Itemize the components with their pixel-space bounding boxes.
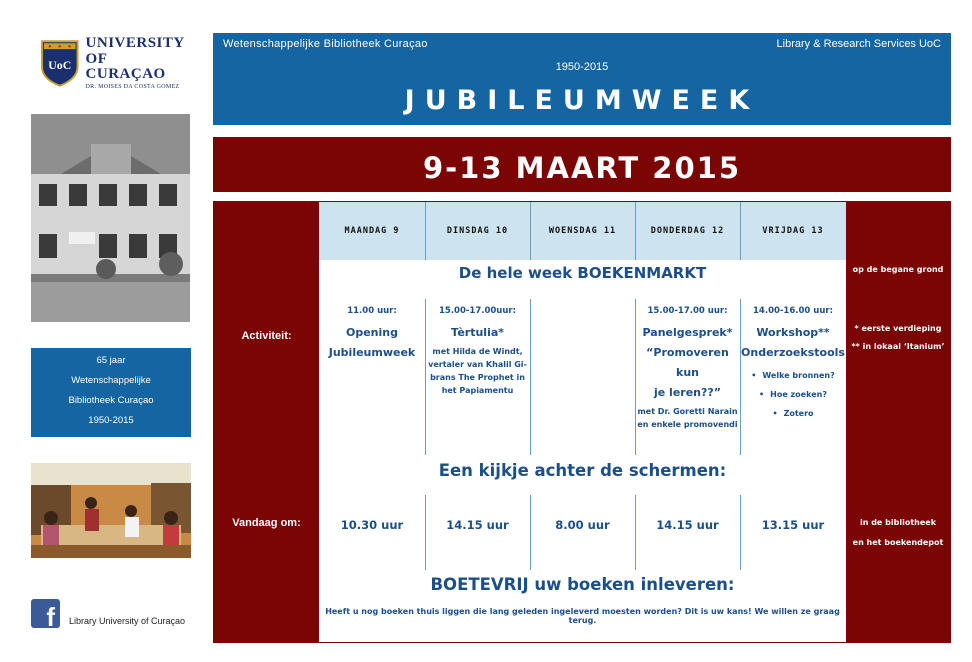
column-divider xyxy=(740,202,741,260)
fine-free-heading: BOETEVRIJ uw boeken inleveren: xyxy=(430,575,735,594)
facebook-label[interactable]: Library University of Curaçao xyxy=(69,615,186,626)
header-banner xyxy=(213,33,951,125)
tour-time-monday: 10.30 uur xyxy=(340,518,404,532)
header-years: 1950-2015 xyxy=(555,61,609,73)
logo-line-3: DR. MOISES DA COSTA GOMEZ xyxy=(85,84,180,90)
activity-title: Panelgesprek* xyxy=(642,326,733,339)
note-first-floor: * eerste verdieping xyxy=(854,324,942,333)
logo-line-1: UNIVERSITY xyxy=(85,35,185,51)
anniversary-line-2: Wetenschappelijke xyxy=(71,375,151,386)
column-divider xyxy=(425,202,426,260)
note-ground-floor: op de begane grond xyxy=(852,265,944,274)
book-market-heading: De hele week BOEKENMARKT xyxy=(458,264,707,282)
column-divider xyxy=(635,202,636,260)
anniversary-box xyxy=(31,348,191,437)
activity-time: 15.00-17.00 uur: xyxy=(647,306,728,316)
page-title: JUBILEUMWEEK xyxy=(404,85,760,116)
activity-tuesday xyxy=(425,306,530,397)
facebook-link[interactable] xyxy=(31,599,186,632)
anniversary-line-4: 1950-2015 xyxy=(88,415,134,426)
logo-initials: UoC xyxy=(48,57,72,72)
facebook-icon[interactable]: f xyxy=(31,599,60,628)
note-library-2: en het boekendepot xyxy=(852,538,944,547)
column-divider xyxy=(530,202,531,260)
tour-time-wednesday: 8.00 uur xyxy=(555,518,610,532)
activity-title: Workshop** xyxy=(756,326,830,339)
activity-time: 14.00-16.00 uur: xyxy=(753,306,833,316)
tour-time-friday: 13.15 uur xyxy=(761,518,825,532)
date-banner xyxy=(213,137,951,192)
header-right-text: Library & Research Services UoC xyxy=(776,38,941,50)
column-divider xyxy=(635,495,636,570)
activity-title: “Promoveren kun xyxy=(646,346,729,379)
event-date: 9-13 MAART 2015 xyxy=(422,151,742,185)
row-label-today: Vandaag om: xyxy=(232,517,301,529)
activity-description: met Hilda de Windt, vertaler van Khalil Gi- brans The Prophet in het Papiamentu xyxy=(428,347,527,395)
tour-time-thursday: 14.15 uur xyxy=(656,518,719,532)
note-floors xyxy=(846,320,950,356)
activity-monday xyxy=(319,306,425,363)
tour-time-tuesday: 14.15 uur xyxy=(446,518,509,532)
note-itanium: ** in lokaal ‘Itanium’ xyxy=(851,342,945,351)
workshop-topics xyxy=(740,366,846,423)
library-building-photo xyxy=(31,114,190,322)
list-item: • Welke bronnen? xyxy=(740,366,846,385)
anniversary-line-1: 65 jaar xyxy=(96,355,126,366)
day-header-tuesday: DINSDAG 10 xyxy=(425,202,530,260)
schedule-table xyxy=(213,201,951,643)
day-header-friday: VRIJDAG 13 xyxy=(740,202,846,260)
activity-title: Onderzoekstools xyxy=(741,346,845,359)
behind-scenes-heading: Een kijkje achter de schermen: xyxy=(438,461,727,480)
activity-title: Tèrtulia* xyxy=(450,326,505,339)
row-label-activities: Activiteit: xyxy=(241,330,292,342)
column-divider xyxy=(425,495,426,570)
university-shield-icon xyxy=(40,39,80,87)
header-left-text: Wetenschappelijke Bibliotheek Curaçao xyxy=(223,38,428,50)
university-logo xyxy=(40,35,190,90)
activity-description: met Dr. Goretti Narain en enkele promovendi xyxy=(637,407,738,429)
anniversary-line-3: Bibliotheek Curaçao xyxy=(68,395,154,406)
note-library xyxy=(846,513,950,553)
activity-thursday xyxy=(635,306,740,431)
day-header-monday: MAANDAG 9 xyxy=(319,202,425,260)
activity-title: Opening xyxy=(346,326,398,339)
students-photo xyxy=(31,463,191,558)
day-header-thursday: DONDERDAG 12 xyxy=(635,202,740,260)
column-divider xyxy=(530,299,531,455)
fine-free-note: Heeft u nog boeken thuis liggen die lang geleden ingeleverd moesten worden? Dit is uw kans! We willen ze graag terug. xyxy=(325,607,840,625)
schedule-grid xyxy=(319,202,846,642)
column-divider xyxy=(530,495,531,570)
note-library-1: in de bibliotheek xyxy=(859,518,937,527)
row-label-column xyxy=(214,202,319,642)
activity-title: Jubileumweek xyxy=(328,346,416,359)
day-header-wednesday: WOENSDAG 11 xyxy=(530,202,635,260)
location-notes-column xyxy=(846,202,950,642)
activity-friday xyxy=(740,306,846,423)
list-item: • Zotero xyxy=(740,404,846,423)
activity-title: je leren??” xyxy=(654,386,721,399)
activity-time: 15.00-17.00uur: xyxy=(439,306,516,316)
logo-line-2: OF CURAÇAO xyxy=(85,51,166,82)
column-divider xyxy=(740,495,741,570)
list-item: • Hoe zoeken? xyxy=(740,385,846,404)
activity-time: 11.00 uur: xyxy=(347,306,397,316)
